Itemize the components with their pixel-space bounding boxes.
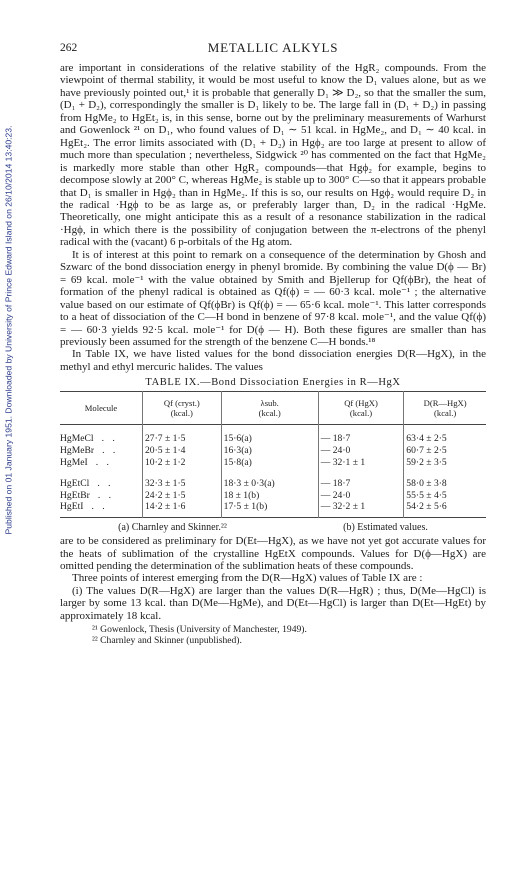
lambda-sub-cell: 15·6(a) <box>221 425 318 445</box>
bond-energy-table <box>60 391 486 518</box>
header-molecule: Molecule <box>84 403 118 414</box>
d-r-hgx-cell: 58·0 ± 3·8 <box>404 469 486 490</box>
d-r-hgx-cell: 60·7 ± 2·5 <box>404 445 486 457</box>
table-row: HgMeBr . . 20·5 ± 1·4 16·3(a) — 24·0 60·7 ± 2·5 <box>60 445 486 457</box>
qf-hgx-cell: — 32·2 ± 1 <box>318 501 404 517</box>
header-qf-cryst: Qf (cryst.) (kcal.) <box>143 392 222 425</box>
footnote-21: ²¹ Gowenlock, Thesis (University of Manchester, 1949). <box>92 624 307 636</box>
lambda-sub-cell: 18 ± 1(b) <box>221 490 318 502</box>
table-row: HgEtI . . 14·2 ± 1·6 17·5 ± 1(b) — 32·2 ± 1 54·2 ± 5·6 <box>60 501 486 517</box>
d-r-hgx-cell: 54·2 ± 5·6 <box>404 501 486 517</box>
qf-cryst-cell: 32·3 ± 1·5 <box>143 469 222 490</box>
paragraph-5: Three points of interest emerging from the D(R—HgX) values of Table IX are : <box>72 572 423 585</box>
page-header <box>60 40 486 62</box>
paragraph-2: It is of interest at this point to remark on a consequence of the determination by Ghosh and Szwarc of the bond dissociation energy in phenyl bromide. By combining the value D(ϕ — Br) = 69 kcal. mole⁻¹ with the value obtained by Smith and Bjellerup for Qf(ϕBr), the heat of formation of the phenyl radical is obtained as Qf(ϕ) = — 60·3 kcal. mole⁻¹ ; the alternative value based on our estimate of Qf(ϕBr) is Qf(ϕ) = — 65·6 kcal. mole⁻¹. This latter corresponds to a heat of dissociation of the C—H bond in benzene of 97·8 kcal. mole⁻¹, and the value Qf(ϕ) = — 60·3 yields 92·5 kcal. mole⁻¹ for D(ϕ — H). Both these figures are smaller than has previously been assumed for the strength of the benzene C—H bonds.¹⁸ <box>60 248 486 348</box>
paragraph-6: (i) The values D(R—HgX) are larger than the values D(R—HgR) ; thus, D(Me—HgCl) is larger by some 13 kcal. than D(Me—HgMe), and D(Et—HgCl) is larger than D(Et—HgEt) by approximately 18 kcal. <box>60 584 486 622</box>
lambda-sub-cell: 17·5 ± 1(b) <box>221 501 318 517</box>
footnotes <box>60 624 486 646</box>
download-note-text: Published on 01 January 1951. Downloaded by University of Prince Edward Island on 26/10/2014 13:40:23. <box>3 125 14 535</box>
table-row: HgEtBr . . 24·2 ± 1·5 18 ± 1(b) — 24·0 55·5 ± 4·5 <box>60 490 486 502</box>
header-d-r-hgx: D(R—HgX) (kcal.) <box>404 392 486 425</box>
table-note-b: (b) Estimated values. <box>343 522 428 534</box>
d-r-hgx-cell: 63·4 ± 2·5 <box>404 425 486 445</box>
qf-hgx-cell: — 24·0 <box>318 490 404 502</box>
molecule-cell: HgMeBr <box>60 445 95 457</box>
paragraph-1: are important in considerations of the relative stability of the HgR₂ compounds. From the viewpoint of thermal stability, it would be most useful to know the D₁ values alone, but as we have previously pointed out,¹ it is probable that generally D₁ ≫ D₂, so that the smaller the sum, (D₁ + D₂), correspondingly the smaller is D₁ likely to be. The large fall in (D₁ + D₂) in passing from HgMe₂ to HgEt₂ is, in this sense, borne out by the preliminary measurements of Warhurst and Gowenlock ²¹ on D₁, who found values of D₁ ∼ 51 kcal. in HgMe₂, and D₁ ∼ 40 kcal. in HgEt₂. The error limits associated with (D₁ + D₂) in Hgϕ₂ are too large at present to allow of much more than speculation ; nevertheless, Sidgwick ²⁰ has commented on the fact that HgMe₂ is markedly more stable than other HgR₂ compounds—that Hgϕ₂ for example, begins to decompose slowly at 200° C, whereas HgMe₂ is stable up to 300° C—so that it appears probable that D₁ is smaller in Hgϕ₂ than in HgMe₂. If this is so, our results on Hgϕ₂ would require D₂ in the radical ·Hgϕ to be as large as, or preferably larger than, D₂ in the radical ·HgMe. Theoretically, one might anticipate this as a result of a resonance stabilization in the radical ·Hgϕ, in which there is the possibility of conjugation between the π-electrons of the phenyl radical with the (vacant) 6 p-orbitals of the Hg atom. <box>60 62 486 249</box>
molecule-cell: HgEtI <box>60 501 84 513</box>
molecule-cell: HgMeCl <box>60 433 94 445</box>
lambda-sub-cell: 15·8(a) <box>221 457 318 469</box>
lambda-sub-cell: 16·3(a) <box>221 445 318 457</box>
table-note-a: (a) Charnley and Skinner.²² <box>118 522 227 534</box>
qf-hgx-cell: — 18·7 <box>318 425 404 445</box>
download-note <box>1 70 15 590</box>
qf-cryst-cell: 14·2 ± 1·6 <box>143 501 222 517</box>
molecule-cell: HgEtBr <box>60 489 90 501</box>
table-notes <box>60 522 486 533</box>
molecule-cell: HgMeI <box>60 456 88 468</box>
paper-page <box>60 40 486 646</box>
table-row: HgMeI . . 10·2 ± 1·2 15·8(a) — 32·1 ± 1 59·2 ± 3·5 <box>60 457 486 469</box>
table-header-row <box>60 392 486 425</box>
qf-hgx-cell: — 32·1 ± 1 <box>318 457 404 469</box>
qf-cryst-cell: 20·5 ± 1·4 <box>143 445 222 457</box>
qf-hgx-cell: — 18·7 <box>318 469 404 490</box>
paragraph-3: In Table IX, we have listed values for the bond dissociation energies D(R—HgX), in the methyl and ethyl mercuric halides. The values <box>60 348 486 373</box>
qf-cryst-cell: 10·2 ± 1·2 <box>143 457 222 469</box>
qf-cryst-cell: 24·2 ± 1·5 <box>143 490 222 502</box>
qf-hgx-cell: — 24·0 <box>318 445 404 457</box>
running-title: METALLIC ALKYLS <box>207 40 339 55</box>
header-qf-hgx: Qf (HgX) (kcal.) <box>318 392 404 425</box>
lambda-sub-cell: 18·3 ± 0·3(a) <box>221 469 318 490</box>
footnote-22: ²² Charnley and Skinner (unpublished). <box>92 635 242 647</box>
d-r-hgx-cell: 55·5 ± 4·5 <box>404 490 486 502</box>
table-row: HgEtCl . . 32·3 ± 1·5 18·3 ± 0·3(a) — 18·7 58·0 ± 3·8 <box>60 469 486 490</box>
header-lambda-sub: λsub. (kcal.) <box>221 392 318 425</box>
d-r-hgx-cell: 59·2 ± 3·5 <box>404 457 486 469</box>
table-caption: TABLE IX.—Bond Dissociation Energies in R—HgX <box>145 377 401 389</box>
qf-cryst-cell: 27·7 ± 1·5 <box>143 425 222 445</box>
paragraph-4: are to be considered as preliminary for D(Et—HgX), as we have not yet got accurate values for the heats of sublimation of the crystalline HgEtX compounds. Values for D(ϕ—HgX) are omitted pending the determination of the sublimation heats of these compounds. <box>60 535 486 573</box>
table-row: HgMeCl . . 27·7 ± 1·5 15·6(a) — 18·7 63·4 ± 2·5 <box>60 425 486 445</box>
page-number: 262 <box>60 42 78 54</box>
molecule-cell: HgEtCl <box>60 477 90 489</box>
